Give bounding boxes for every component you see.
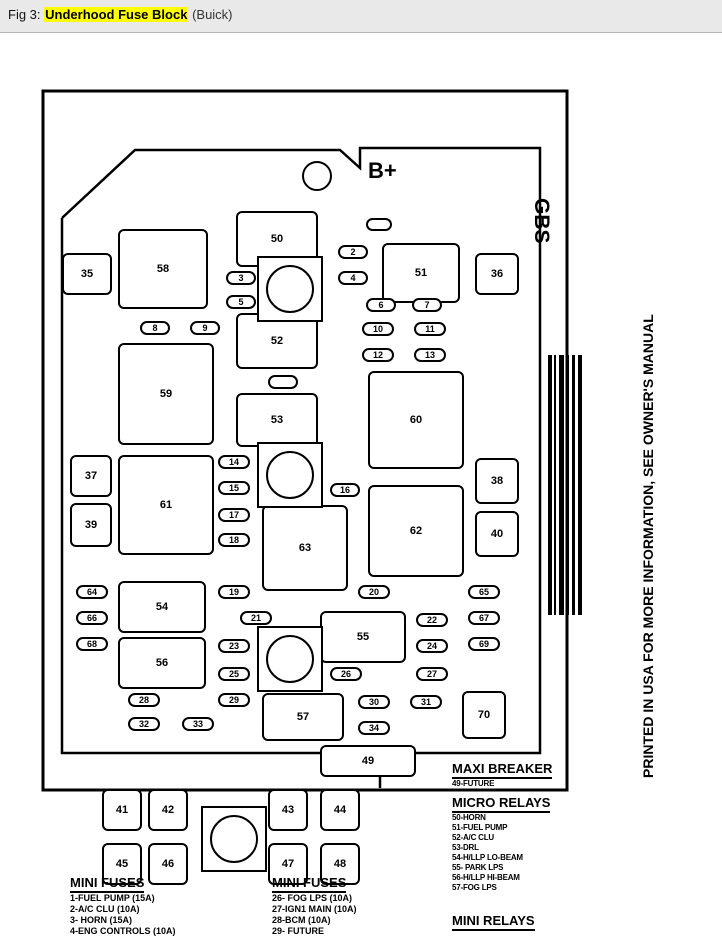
legend-line: 56-H/LLP HI-BEAM xyxy=(452,873,520,882)
legend-mini-fuses-left-title: MINI FUSES xyxy=(70,875,144,893)
fuse-14: 14 xyxy=(218,455,250,469)
legend-mini-fuses-right-title: MINI FUSES xyxy=(272,875,346,893)
relay-45: 45 xyxy=(102,843,142,885)
fuse-27: 27 xyxy=(416,667,448,681)
fuse-17: 17 xyxy=(218,508,250,522)
b-plus-label: B+ xyxy=(368,158,397,183)
relay-38: 38 xyxy=(475,458,519,504)
legend-line: 27-IGN1 MAIN (10A) xyxy=(272,904,357,914)
fuse-28: 28 xyxy=(128,693,160,707)
legend-mini-fuses-right-lines xyxy=(272,893,357,937)
relay-58: 58 xyxy=(118,229,208,309)
fuse-9: 9 xyxy=(190,321,220,335)
fuse-18: 18 xyxy=(218,533,250,547)
relay-56: 56 xyxy=(118,637,206,689)
fuse-33: 33 xyxy=(182,717,214,731)
fuse-30: 30 xyxy=(358,695,390,709)
relay-53: 53 xyxy=(236,393,318,447)
relay-41: 41 xyxy=(102,789,142,831)
legend-line: 26- FOG LPS (10A) xyxy=(272,893,353,903)
relay-49: 49 xyxy=(320,745,416,777)
legend-mini-fuses-right xyxy=(272,875,357,937)
relay-40: 40 xyxy=(475,511,519,557)
relay-62: 62 xyxy=(368,485,464,577)
legend-line: 28-BCM (10A) xyxy=(272,915,331,925)
legend-maxi-breaker-title: MAXI BREAKER xyxy=(452,761,552,779)
fuse-19: 19 xyxy=(218,585,250,599)
caption-highlight: Underhood Fuse Block xyxy=(45,7,188,22)
fuse-11: 11 xyxy=(414,322,446,336)
fuse-24: 24 xyxy=(416,639,448,653)
fuse-8: 8 xyxy=(140,321,170,335)
fuse-12: 12 xyxy=(362,348,394,362)
relay-socket-circle-1 xyxy=(266,265,314,313)
fuse-68: 68 xyxy=(76,637,108,651)
legend-line: 55- PARK LPS xyxy=(452,863,504,872)
fuse-7: 7 xyxy=(412,298,442,312)
legend-line: 29- FUTURE xyxy=(272,926,325,936)
relay-48: 48 xyxy=(320,843,360,885)
fuse-20: 20 xyxy=(358,585,390,599)
relay-39: 39 xyxy=(70,503,112,547)
legend-micro-relays-lines xyxy=(452,813,550,893)
fuse-16: 16 xyxy=(330,483,360,497)
legend-line: 2-A/C CLU (10A) xyxy=(70,904,140,914)
fuse-66: 66 xyxy=(76,611,108,625)
relay-36: 36 xyxy=(475,253,519,295)
fuse-67: 67 xyxy=(468,611,500,625)
legend-line: 3- HORN (15A) xyxy=(70,915,133,925)
legend-mini-relays-title: MINI RELAYS xyxy=(452,913,535,931)
fuse-34: 34 xyxy=(358,721,390,735)
relay-51: 51 xyxy=(382,243,460,303)
fuse-3: 3 xyxy=(226,271,256,285)
fuse-15: 15 xyxy=(218,481,250,495)
legend-line: 49-FUTURE xyxy=(452,779,495,788)
legend-mini-fuses-left xyxy=(70,875,176,937)
fuse-5: 5 xyxy=(226,295,256,309)
legend-mini-fuses-left-lines xyxy=(70,893,176,937)
legend-line: 4-ENG CONTROLS (10A) xyxy=(70,926,176,936)
fuse-23: 23 xyxy=(218,639,250,653)
relay-44: 44 xyxy=(320,789,360,831)
caption-suffix: (Buick) xyxy=(192,7,233,22)
legend-line: 53-DRL xyxy=(452,843,479,852)
relay-50: 50 xyxy=(236,211,318,267)
fuse-10: 10 xyxy=(362,322,394,336)
fuse-31: 31 xyxy=(410,695,442,709)
fuse-32: 32 xyxy=(128,717,160,731)
relay-70: 70 xyxy=(462,691,506,739)
figure-caption-bar xyxy=(0,0,722,33)
legend-line: 54-H/LLP LO-BEAM xyxy=(452,853,523,862)
fuse-25: 25 xyxy=(218,667,250,681)
gbs-label: GBS xyxy=(530,198,553,244)
legend-line: 1-FUEL PUMP (15A) xyxy=(70,893,155,903)
relay-61: 61 xyxy=(118,455,214,555)
relay-60: 60 xyxy=(368,371,464,469)
legend-maxi-breaker xyxy=(452,761,552,789)
figure-caption xyxy=(8,7,233,22)
legend-line: 52-A/C CLU xyxy=(452,833,495,842)
fuse-2: 2 xyxy=(338,245,368,259)
fuse-13: 13 xyxy=(414,348,446,362)
relay-52: 52 xyxy=(236,313,318,369)
legend-line: 51-FUEL PUMP xyxy=(452,823,508,832)
relay-socket-circle-0 xyxy=(302,161,332,191)
fuse-blank xyxy=(268,375,298,389)
relay-37: 37 xyxy=(70,455,112,497)
relay-42: 42 xyxy=(148,789,188,831)
fuse-21: 21 xyxy=(240,611,272,625)
relay-socket-circle-3 xyxy=(266,635,314,683)
diagram-sheet xyxy=(0,33,722,940)
caption-prefix: Fig 3: xyxy=(8,7,41,22)
fuse-65: 65 xyxy=(468,585,500,599)
legend-micro-relays-title: MICRO RELAYS xyxy=(452,795,550,813)
relay-47: 47 xyxy=(268,843,308,885)
legend-line: 57-FOG LPS xyxy=(452,883,497,892)
fuse-69: 69 xyxy=(468,637,500,651)
fuse-64: 64 xyxy=(76,585,108,599)
printed-in-usa-note: PRINTED IN USA FOR MORE INFORMATION, SEE OWNER'S MANUAL xyxy=(640,314,656,778)
fuse-26: 26 xyxy=(330,667,362,681)
relay-57: 57 xyxy=(262,693,344,741)
relay-59: 59 xyxy=(118,343,214,445)
fuse-6: 6 xyxy=(366,298,396,312)
fuse-22: 22 xyxy=(416,613,448,627)
relay-46: 46 xyxy=(148,843,188,885)
relay-43: 43 xyxy=(268,789,308,831)
legend-line: 50-HORN xyxy=(452,813,486,822)
barcode xyxy=(548,355,584,615)
relay-54: 54 xyxy=(118,581,206,633)
fuse-blank xyxy=(366,218,392,231)
relay-55: 55 xyxy=(320,611,406,663)
legend-micro-relays xyxy=(452,795,550,893)
legend-maxi-breaker-lines xyxy=(452,779,552,789)
relay-socket-circle-2 xyxy=(266,451,314,499)
relay-35: 35 xyxy=(62,253,112,295)
relay-63: 63 xyxy=(262,505,348,591)
fuse-29: 29 xyxy=(218,693,250,707)
relay-socket-circle-4 xyxy=(210,815,258,863)
legend-mini-relays xyxy=(452,913,535,931)
fuse-4: 4 xyxy=(338,271,368,285)
